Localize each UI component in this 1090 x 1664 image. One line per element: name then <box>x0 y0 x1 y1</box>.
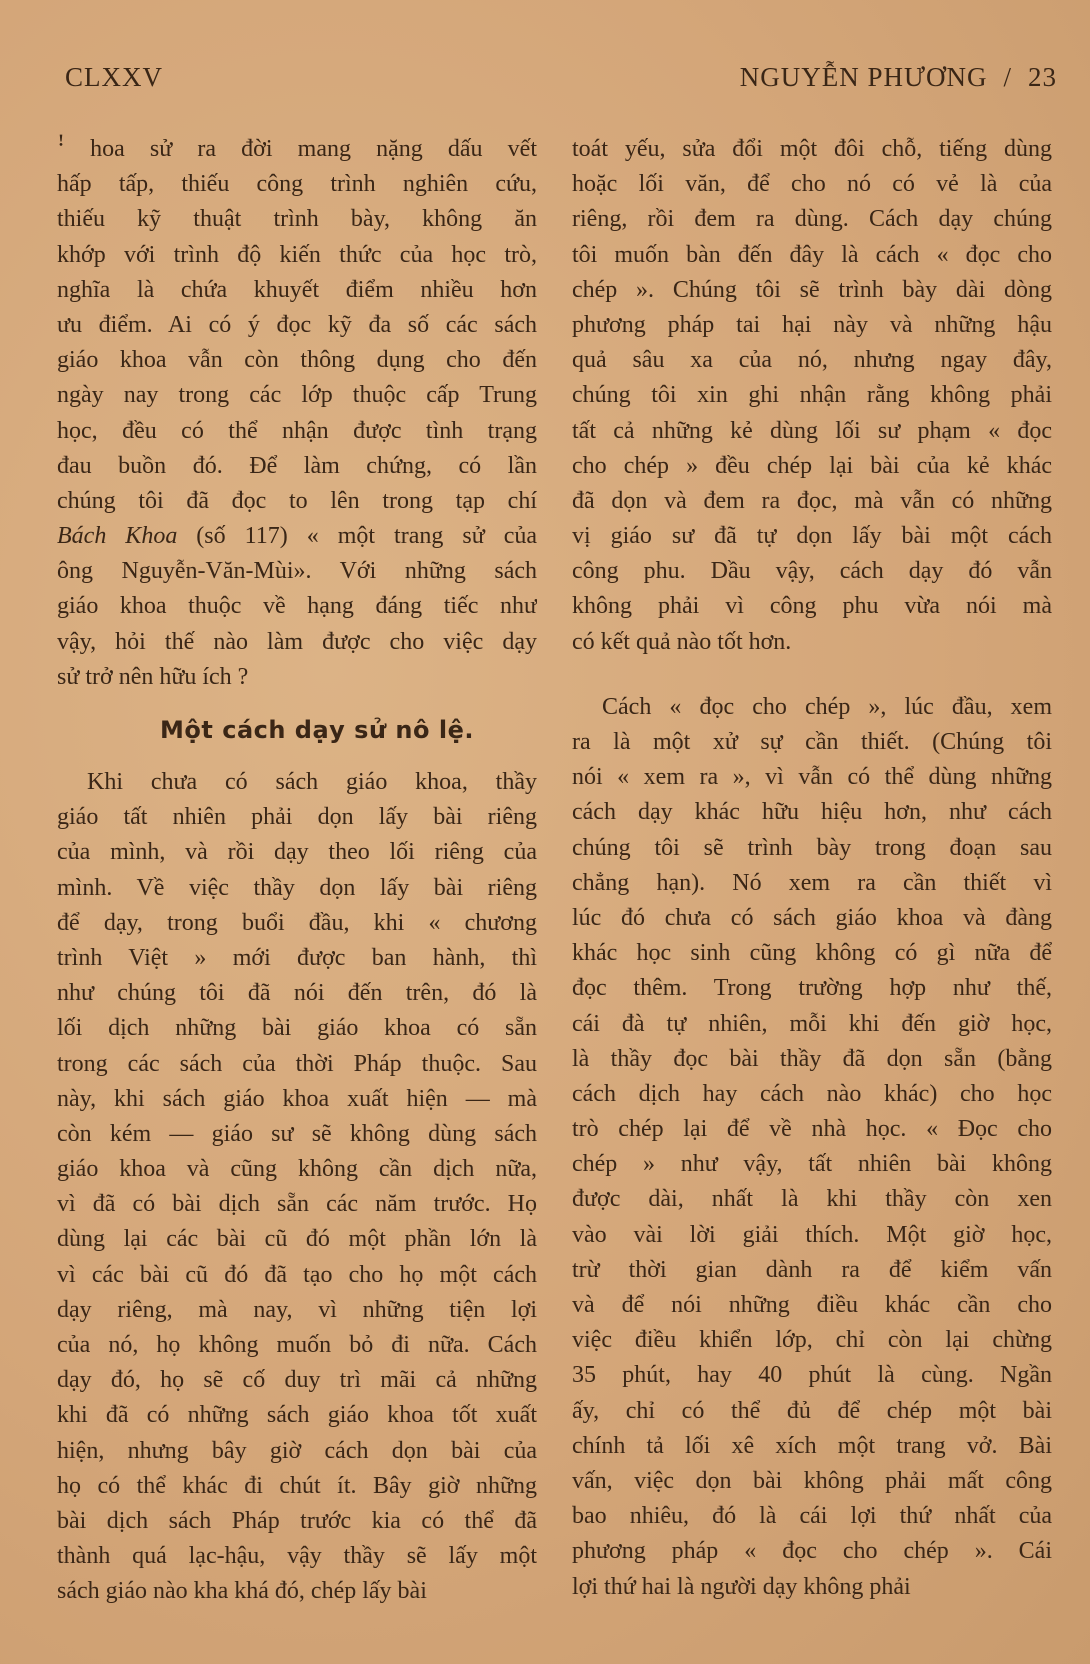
text-line: lợi thứ hai là người dạy không phải <box>572 1573 911 1600</box>
text-line: thiếu kỹ thuật trình bày, không ăn <box>57 206 537 233</box>
text-line: khi đã có những sách giáo khoa tốt xuất <box>57 1402 537 1429</box>
text-line: Khi chưa có sách giáo khoa, thầy <box>87 769 537 795</box>
right-column <box>572 132 1052 1605</box>
text-line: khớp với trình độ kiến thức của học trò, <box>57 241 537 268</box>
text-line: quả sâu xa của nó, nhưng ngay đây, <box>572 347 1052 374</box>
text-line: cách dịch hay cách nào khác) cho học <box>572 1080 1052 1107</box>
text-line: và để nói những điều khác cần cho <box>572 1292 1052 1318</box>
text-line: chẳng hạn). Nó xem ra cần thiết vì <box>572 869 1052 896</box>
text-line: lối dịch những bài giáo khoa có sẵn <box>57 1015 537 1042</box>
text-line: đã dọn và đem ra đọc, mà vẫn có những <box>572 487 1052 514</box>
text-line: tất cả những kẻ dùng lối sư phạm « đọc <box>572 417 1052 444</box>
text-line: chúng tôi đã đọc to lên trong tạp chí <box>57 487 537 514</box>
text-line: vào vài lời giải thích. Một giờ học, <box>572 1221 1052 1248</box>
text-line: mình. Về việc thầy dọn lấy bài riêng <box>57 874 537 901</box>
text-line: là thầy đọc bài thầy đã dọn sẵn (bằng <box>572 1045 1052 1072</box>
text-line: khác học sinh cũng không có gì nữa để <box>572 940 1052 967</box>
text-line: có kết quả nào tốt hơn. <box>572 628 792 655</box>
text-line: nói « xem ra », vì vẫn có thể dùng những <box>572 764 1052 791</box>
text-line: sách giáo nào kha khá đó, chép lấy bài <box>57 1578 427 1605</box>
text-line: toát yếu, sửa đổi một đôi chỗ, tiếng dùng <box>572 136 1052 162</box>
text-line: riêng, rồi đem ra dùng. Cách dạy chúng <box>572 206 1052 233</box>
text-line: hấp tấp, thiếu công trình nghiên cứu, <box>57 171 537 198</box>
header-separator: / <box>1003 62 1012 92</box>
text-line: còn kém — giáo sư sẽ không dùng sách <box>57 1120 537 1147</box>
text-line: vì các bài cũ đó đã tạo cho họ một cách <box>57 1261 537 1288</box>
text-line: giáo tất nhiên phải dọn lấy bài riêng <box>57 804 537 831</box>
text-line: vì đã có bài dịch sẵn các năm trước. Họ <box>57 1191 537 1218</box>
text-line: chúng tôi sẽ trình bày trong đoạn sau <box>572 834 1052 861</box>
text-line: vấn, việc dọn bài không phải mất công <box>572 1467 1052 1494</box>
text-line: bao nhiêu, đó là cái lợi thứ nhất của <box>572 1503 1052 1530</box>
text-line: hoặc lối văn, để cho nó có vẻ là của <box>572 171 1052 198</box>
text-line: này, khi sách giáo khoa xuất hiện — mà <box>57 1085 537 1112</box>
text-line: đọc thêm. Trong trường hợp như thế, <box>572 975 1052 1002</box>
text-line: cho chép » đều chép lại bài của kẻ khác <box>572 452 1052 479</box>
paragraph-gap <box>572 660 1052 690</box>
text-line: chép ». Chúng tôi sẽ trình bày dài dòng <box>572 276 1052 303</box>
text-line: Cách « đọc cho chép », lúc đầu, xem <box>602 693 1052 720</box>
text-line: không phải vì công phu vừa nói mà <box>572 593 1052 620</box>
text-line: để dạy, trong buổi đầu, khi « chương <box>57 909 537 936</box>
text-line: của mình, và rồi dạy theo lối riêng của <box>57 839 537 866</box>
text-line: họ có thể khác đi chút ít. Bây giờ những <box>57 1472 537 1499</box>
author-name: NGUYỄN PHƯƠNG <box>739 62 988 92</box>
text-line: ngày nay trong các lớp thuộc cấp Trung <box>57 382 537 409</box>
text-line: sử trở nên hữu ích ? <box>57 663 249 690</box>
text-line: phương pháp tai hại này và những hậu <box>572 311 1052 338</box>
text-line: trò chép lại để về nhà học. « Đọc cho <box>572 1116 1052 1143</box>
text-line: tôi muốn bàn đến đây là cách « đọc cho <box>572 241 1052 268</box>
text-line: ấy, chỉ có thể đủ để chép một bài <box>572 1397 1052 1424</box>
text-line: như chúng tôi đã nói đến trên, đó là <box>57 980 537 1007</box>
left-column <box>57 132 537 1610</box>
text-line: trình Việt » mới được ban hành, thì <box>57 944 537 971</box>
text-line: công phu. Dầu vậy, cách dạy đó vẫn <box>572 558 1052 585</box>
text-line: đau buồn đó. Để làm chứng, có lần <box>57 452 537 479</box>
text-line: được dài, nhất là khi thầy còn xen <box>572 1186 1052 1213</box>
text-line: nghĩa là chứa khuyết điểm nhiều hơn <box>57 276 537 303</box>
text-line: giáo khoa và cũng không cần dịch nữa, <box>57 1156 537 1183</box>
text-line: cái đà tự nhiên, mỗi khi đến giờ học, <box>572 1010 1052 1037</box>
text-line: thành quá lạc-hậu, vậy thầy sẽ lấy một <box>57 1543 537 1570</box>
text-line: giáo khoa thuộc về hạng đáng tiếc như <box>57 593 537 620</box>
chapter-roman-numeral: CLXXV <box>65 62 163 92</box>
text-line: dạy riêng, mà nay, vì những tiện lợi <box>57 1296 537 1323</box>
text-line: ꜝ hoa sử ra đời mang nặng dấu vết <box>57 136 537 162</box>
text-line: trong các sách của thời Pháp thuộc. Sau <box>57 1050 537 1077</box>
text-line: lúc đó chưa có sách giáo khoa và đàng <box>572 904 1052 931</box>
page-header <box>0 62 1090 102</box>
text-line: dùng lại các bài cũ đó một phần lớn là <box>57 1226 537 1253</box>
text-line: học, đều có thể nhận được tình trạng <box>57 417 537 444</box>
text-line: dạy đó, họ sẽ cố duy trì mãi cả những <box>57 1367 537 1394</box>
text-line: 35 phút, hay 40 phút là cùng. Ngần <box>572 1362 1052 1389</box>
text-line: chúng tôi xin ghi nhận rằng không phải <box>572 382 1052 409</box>
section-heading: Một cách dạy sử nô lệ. <box>160 716 474 744</box>
text-line: vậy, hỏi thế nào làm được cho việc dạy <box>57 628 537 655</box>
text-line: ưu điểm. Ai có ý đọc kỹ đa số các sách <box>57 311 537 338</box>
text-line: vị giáo sư đã tự dọn lấy bài một cách <box>572 523 1052 550</box>
text-line: cách dạy khác hữu hiệu hơn, như cách <box>572 799 1052 826</box>
text-line: ông Nguyễn-Văn-Mùi». Với những sách <box>57 558 537 585</box>
page-number: 23 <box>1028 62 1057 92</box>
text-line: phương pháp « đọc cho chép ». Cái <box>572 1538 1052 1565</box>
text-line: trừ thời gian dành ra để kiểm vấn <box>572 1256 1052 1283</box>
text-line: chính tả lối xê xích một trang vở. Bài <box>572 1432 1052 1459</box>
text-line: của nó, họ không muốn bỏ đi nữa. Cách <box>57 1332 537 1358</box>
text-line: chép » như vậy, tất nhiên bài không <box>572 1151 1052 1178</box>
text-line: ra là một xử sự cần thiết. (Chúng tôi <box>572 729 1052 755</box>
running-head <box>740 62 1057 93</box>
text-line: hiện, nhưng bây giờ cách dọn bài của <box>57 1437 537 1464</box>
text-line: việc điều khiển lớp, chỉ còn lại chừng <box>572 1327 1052 1354</box>
text-line: Bách Khoa (số 117) « một trang sử của <box>57 523 537 550</box>
text-line: bài dịch sách Pháp trước kia có thể đã <box>57 1507 537 1534</box>
text-line: giáo khoa vẫn còn thông dụng cho đến <box>57 347 537 374</box>
